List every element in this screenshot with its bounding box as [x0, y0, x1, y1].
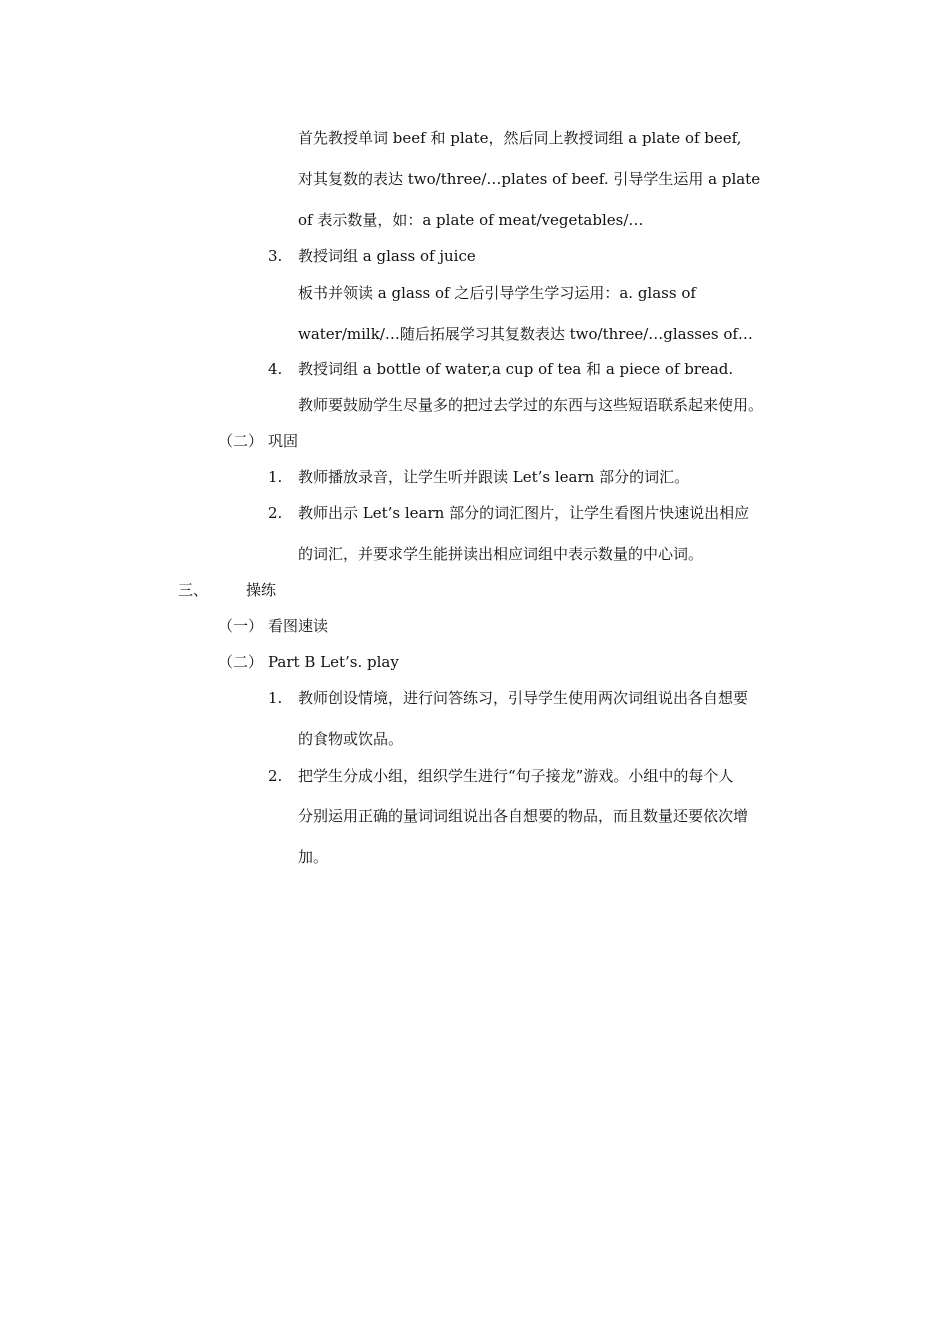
consolidate-item-2-number: 2.: [268, 504, 283, 522]
item-4-title: 教授词组 a bottle of water,a cup of tea 和 a piece of bread.: [298, 360, 734, 378]
subsection-2-label: （二）: [218, 653, 264, 671]
subsection-1-label: （一）: [218, 617, 264, 635]
practice-item-2-line-3: 加。: [298, 848, 329, 866]
consolidate-item-1-number: 1.: [268, 468, 283, 486]
section-consolidate-label: （二）: [218, 432, 264, 450]
practice-item-2-number: 2.: [268, 767, 283, 785]
item-3-line-1: 板书并领读 a glass of 之后引导学生学习运用：a. glass of: [298, 284, 696, 302]
para-line-2: 对其复数的表达 two/three/…plates of beef. 引导学生运用 a plate: [298, 170, 761, 188]
practice-item-1-number: 1.: [268, 689, 283, 707]
practice-item-2-line-1: 把学生分成小组，组织学生进行“句子接龙”游戏。小组中的每个人: [298, 767, 734, 785]
practice-item-1-line-1: 教师创设情境，进行问答练习，引导学生使用两次词组说出各自想要: [298, 689, 749, 707]
subsection-1-title: 看图速读: [268, 617, 329, 635]
item-4-number: 4.: [268, 360, 283, 378]
practice-item-2-line-2: 分别运用正确的量词词组说出各自想要的物品，而且数量还要依次增: [298, 807, 749, 825]
item-3-title: 教授词组 a glass of juice: [298, 247, 476, 265]
para-line-3: of 表示数量，如：a plate of meat/vegetables/…: [298, 211, 644, 229]
consolidate-item-2-line-2: 的词汇，并要求学生能拼读出相应词组中表示数量的中心词。: [298, 545, 704, 563]
item-3-number: 3.: [268, 247, 283, 265]
item-4-line-1: 教师要鼓励学生尽量多的把过去学过的东西与这些短语联系起来使用。: [298, 396, 764, 414]
para-line-1: 首先教授单词 beef 和 plate，然后同上教授词组 a plate of beef,: [298, 129, 742, 147]
section-3-label: 三、: [178, 581, 209, 599]
consolidate-item-2-line-1: 教师出示 Let’s learn 部分的词汇图片，让学生看图片快速说出相应: [298, 504, 750, 522]
practice-item-1-line-2: 的食物或饮品。: [298, 730, 404, 748]
section-3-title: 操练: [246, 581, 277, 599]
subsection-2-title: Part B Let’s. play: [268, 653, 399, 671]
section-consolidate-title: 巩固: [268, 432, 299, 450]
consolidate-item-1-line-1: 教师播放录音，让学生听并跟读 Let’s learn 部分的词汇。: [298, 468, 690, 486]
item-3-line-2: water/milk/…随后拓展学习其复数表达 two/three/…glasses of…: [298, 325, 753, 343]
